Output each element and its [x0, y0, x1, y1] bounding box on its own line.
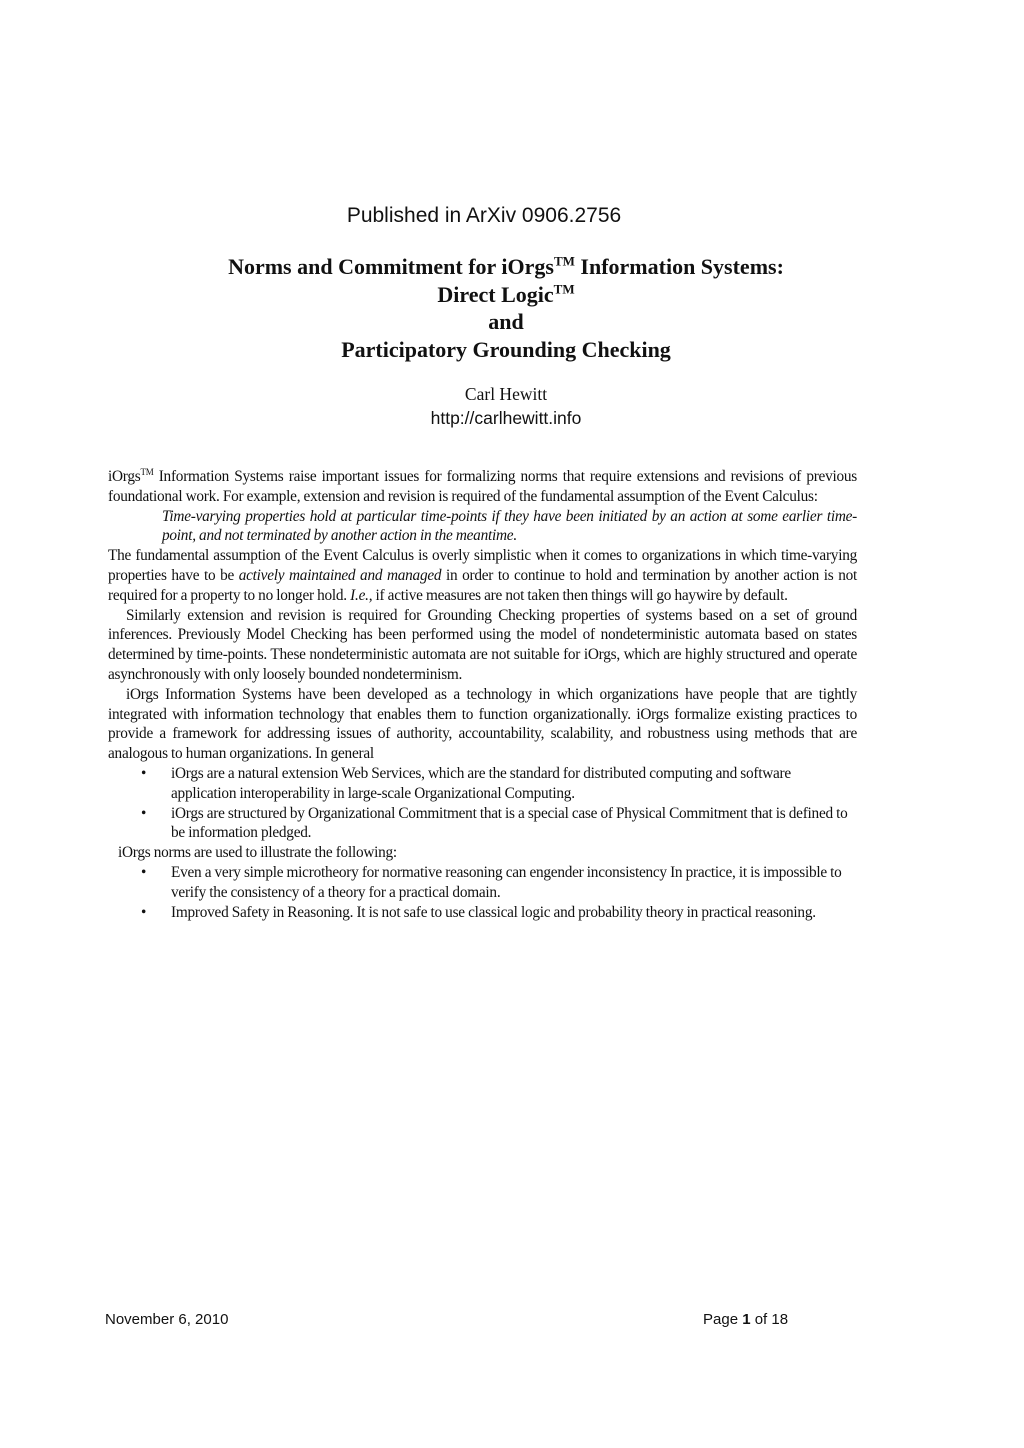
trademark: TM — [553, 281, 575, 297]
paragraph — [108, 467, 857, 507]
current-page: 1 — [742, 1311, 751, 1328]
paragraph — [108, 546, 857, 605]
list-item-text: iOrgs are a natural extension Web Services, which are the standard for distributed computing and software application interoperability in large-scale Organizational Computing. — [171, 764, 791, 802]
bullet-icon: • — [141, 903, 147, 921]
abstract-body — [108, 467, 857, 922]
bullet-icon: • — [141, 764, 147, 782]
paragraph: iOrgs norms are used to illustrate the following: — [118, 844, 397, 862]
bullet-icon: • — [141, 804, 147, 822]
list-item — [108, 863, 857, 903]
title-text: Norms and Commitment for iOrgs — [228, 254, 554, 279]
trademark: TM — [553, 253, 575, 269]
list-item — [108, 804, 857, 844]
emphasis: I.e., — [350, 586, 373, 604]
emphasis: actively maintained and managed — [238, 566, 442, 584]
list-item — [108, 903, 857, 923]
list-item — [108, 764, 857, 804]
title-line-1 — [0, 253, 1012, 281]
paper-title — [0, 253, 1012, 363]
title-line-2 — [0, 281, 1012, 309]
list-item-text: iOrgs are structured by Organizational Commitment that is a special case of Physical Commitment that is defined to be information pledged. — [171, 804, 848, 842]
title-line-3: and — [488, 309, 524, 335]
author-name: Carl Hewitt — [464, 384, 548, 404]
title-text: Direct Logic — [437, 281, 554, 307]
text: Information Systems raise important issues for formalizing norms that require extensions and revisions of previous foundational work. For example, extension and revision is required of the fundamental assumption of the Event Calculus: — [108, 468, 857, 505]
bullet-icon: • — [141, 863, 147, 881]
title-line-4: Participatory Grounding Checking — [341, 336, 671, 362]
text: of 18 — [750, 1311, 789, 1328]
bullet-list — [108, 863, 857, 922]
trademark: TM — [140, 466, 154, 477]
text: in order to continue to hold and termination by another action is not required for a property to no longer hold. — [108, 566, 858, 604]
title-text: Information Systems: — [574, 254, 784, 279]
publication-note: Published in ArXiv 0906.2756 — [346, 204, 622, 227]
text: if active measures are not taken then things will go haywire by default. — [372, 586, 788, 604]
list-item-text: Even a very simple microtheory for normative reasoning can engender inconsistency In practice, it is impossible to verify the consistency of a theory for a practical domain. — [171, 863, 842, 901]
event-calculus-quote: Time-varying properties hold at particular time-points if they have been initiated by an action at some earlier time-point, and not terminated by another action in the meantime. — [162, 507, 857, 545]
footer-date: November 6, 2010 — [105, 1311, 229, 1328]
author-url[interactable]: http://carlhewitt.info — [430, 408, 582, 428]
paragraph: iOrgs Information Systems have been developed as a technology in which organizations have people that are tightly integrated with information technology that enables them to function organizationally. iOrgs formalize existing practices to provide a framework for addressing issues of authority, accountability, scalability, and robustness using methods that are analogous to human organizations. In general — [108, 685, 857, 763]
text: Page — [703, 1311, 743, 1328]
list-item-text: Improved Safety in Reasoning. It is not safe to use classical logic and probability theory in practical reasoning. — [171, 903, 816, 921]
footer-page-number — [703, 1311, 788, 1328]
text: The fundamental assumption of the Event Calculus is overly simplistic when it comes to organizations in which time-varying properties have to be — [108, 547, 857, 584]
text: iOrgs — [108, 468, 141, 485]
bullet-list — [108, 764, 857, 843]
paragraph: Similarly extension and revision is required for Grounding Checking properties of systems based on a set of ground inferences. Previously Model Checking has been performed using the model of nondeterministic automata based on states determined by time-points. These nondeterministic automata are not suitable for iOrgs, which are highly structured and operate asynchronously with only loosely bounded nondeterminism. — [108, 606, 857, 683]
